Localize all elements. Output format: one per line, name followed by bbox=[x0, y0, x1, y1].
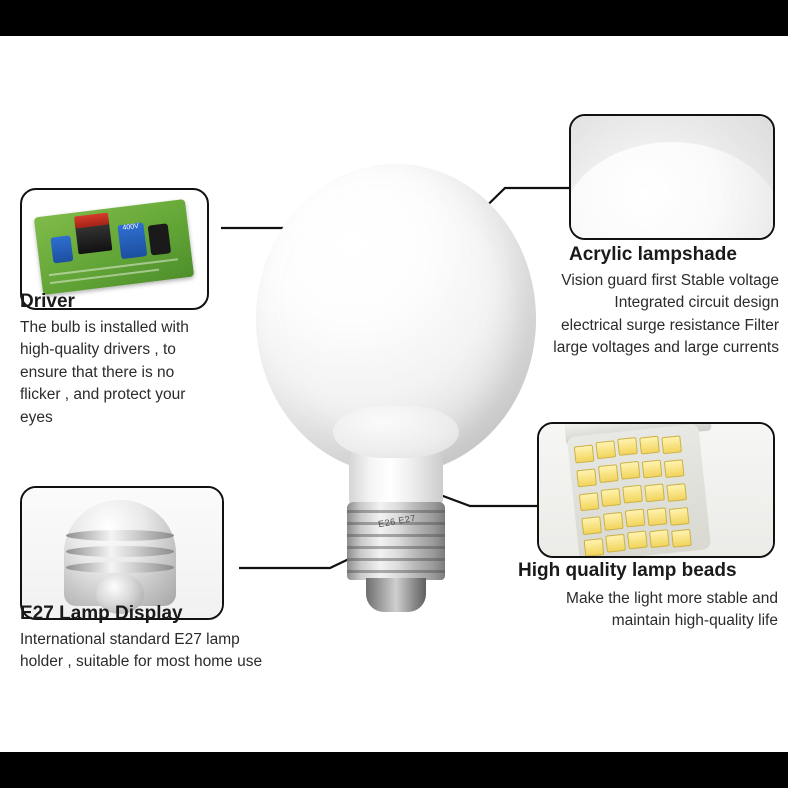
e27-socket-photo bbox=[22, 488, 222, 618]
lampshade-photo-box bbox=[569, 114, 775, 240]
pcb-board bbox=[34, 199, 194, 295]
letterbox-bar-bottom bbox=[0, 752, 788, 788]
bulb-contact-tip bbox=[366, 578, 426, 612]
lamp-beads-photo bbox=[539, 424, 773, 556]
led-bulb-illustration bbox=[246, 164, 546, 604]
infographic-canvas bbox=[0, 36, 788, 752]
bead-module-body bbox=[567, 423, 711, 558]
lampshade-closeup-photo bbox=[571, 116, 773, 238]
blue-capacitor-small bbox=[50, 235, 73, 263]
black-capacitor bbox=[148, 223, 172, 255]
lamp-beads-body: Make the light more stable and maintain high-quality life bbox=[566, 590, 778, 630]
bulb-neck bbox=[349, 432, 443, 512]
e27-lamp-display-title: E27 Lamp Display bbox=[20, 603, 183, 624]
base-marking-label: E26 E27 bbox=[377, 512, 417, 530]
lamp-beads-photo-box bbox=[537, 422, 775, 558]
acrylic-lampshade-body: Vision guard first Stable voltage Integrated circuit design electrical surge resistance Filter large voltages and large currents bbox=[553, 272, 779, 357]
driver-title: Driver bbox=[20, 291, 75, 312]
lamp-beads-title: High quality lamp beads bbox=[518, 560, 737, 581]
blue-capacitor: 400V bbox=[117, 222, 147, 259]
e27-photo-box bbox=[20, 486, 224, 620]
letterbox-bar-top bbox=[0, 0, 788, 36]
driver-body: The bulb is installed with high-quality drivers , to ensure that there is no flicker , and protect your eyes bbox=[20, 319, 189, 426]
acrylic-lampshade-title: Acrylic lampshade bbox=[569, 244, 737, 265]
e27-lamp-display-body: International standard E27 lamp holder , suitable for most home use bbox=[20, 631, 263, 671]
